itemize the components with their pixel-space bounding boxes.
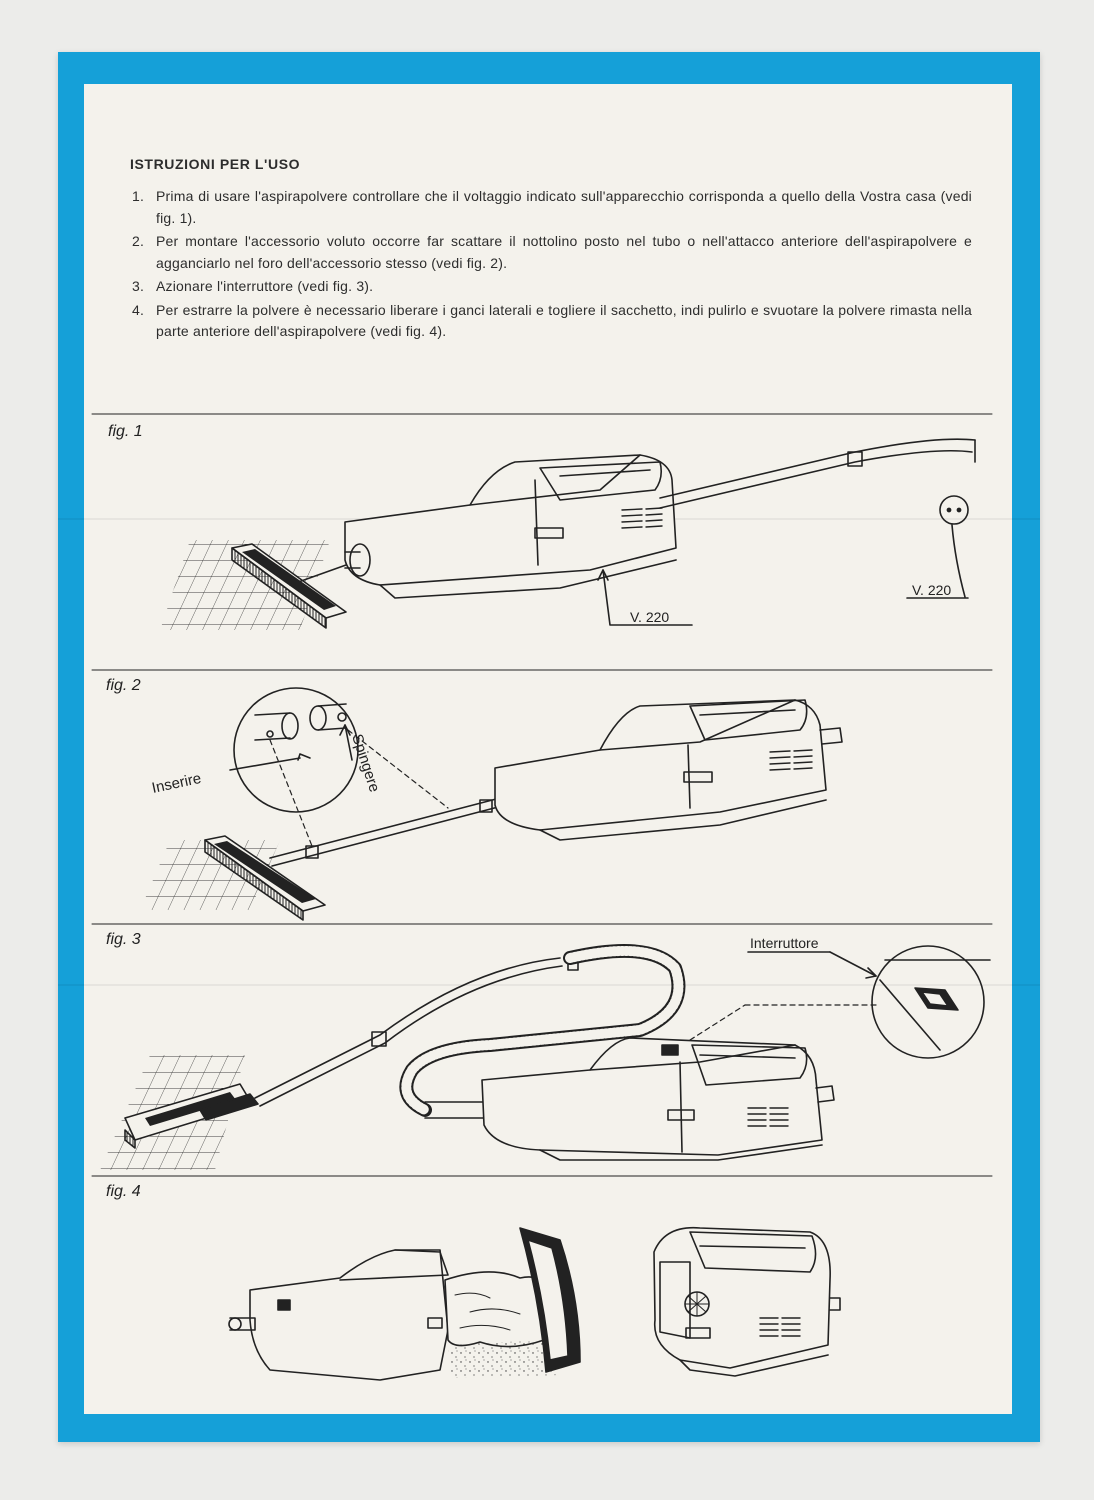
handle-tube (660, 439, 975, 508)
fig4-label: fig. 4 (106, 1183, 141, 1200)
fig1-label: fig. 1 (108, 423, 143, 440)
figure-2 (106, 677, 842, 920)
instruction-text: Per montare l'accessorio voluto occorre far scattare il nottolino posto nel tubo o nell'attacco anteriore dell'aspirapolvere e agganciarlo nel foro dell'accessorio stesso (vedi fig. 2). (156, 233, 972, 271)
instruction-text: Prima di usare l'aspirapolvere controllare che il voltaggio indicato sull'apparecchio corrisponda a quello della Vostra casa (vedi fig. 1). (156, 188, 972, 226)
instruction-number: 4. (132, 301, 145, 318)
extension-tube (270, 794, 522, 866)
instruction-number: 1. (132, 188, 145, 204)
figure-1 (108, 423, 975, 630)
instruction-number: 2. (132, 233, 145, 249)
figure-4 (106, 1183, 840, 1380)
vacuum-rear-half (654, 1228, 840, 1376)
push-label: Spingere (348, 731, 383, 795)
socket-voltage-label: V. 220 (912, 582, 952, 598)
device-voltage-label: V. 220 (630, 609, 670, 625)
insert-label: Inserire (150, 769, 203, 797)
vacuum-body (345, 455, 676, 598)
instruction-number: 3. (132, 278, 145, 294)
detail-magnifier (150, 688, 383, 812)
switch-label: Interruttore (750, 935, 819, 951)
switch-detail (690, 935, 990, 1058)
vacuum-body (482, 1038, 834, 1160)
power-socket (907, 496, 968, 598)
figure-3 (100, 931, 990, 1170)
instruction-text: Per estrarre la polvere è necessario liberare i ganci laterali e togliere il sacchetto, indi pulirlo e svuotare la polvere rimasta nella parte anteriore dell'aspirapolvere (vedi fig. 4). (156, 301, 972, 339)
vacuum-front-half (229, 1250, 448, 1380)
instructions-heading: ISTRUZIONI PER L'USO (130, 156, 301, 172)
fig2-label: fig. 2 (106, 677, 141, 694)
vacuum-body (495, 700, 842, 840)
instruction-text: Azionare l'interruttore (vedi fig. 3). (156, 278, 374, 294)
device-voltage-callout (598, 570, 692, 625)
fig3-label: fig. 3 (106, 931, 141, 948)
